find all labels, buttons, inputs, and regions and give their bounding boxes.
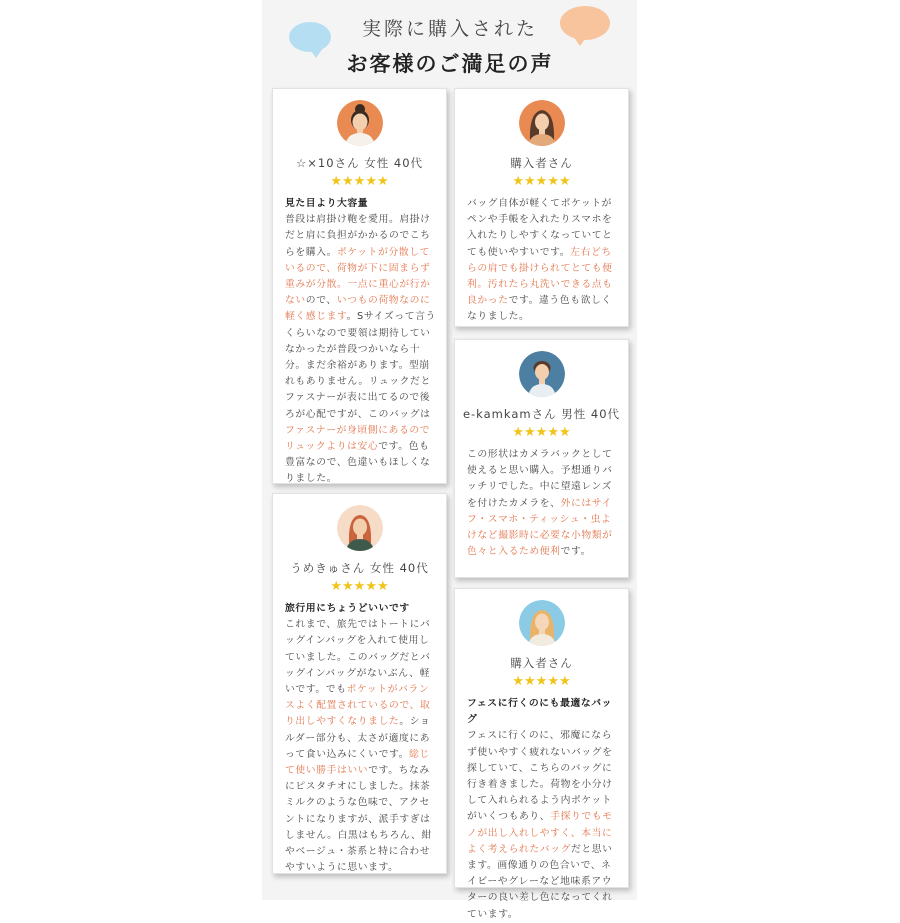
- review-text: 。Sサイズって言うくらいなので要領は期待していなかったが普段つかいなら十分。まだ余裕があります。型崩れもありません。リュックだとファスナーが表に出てるので後ろが心配ですが、このバッグは: [285, 311, 436, 420]
- review-text: フェスに行くのに、邪魔にならず使いやすく疲れないバッグを探していて、こちらのバッグに行き着きました。荷物を小分けして入れられるよう内ポケットがいくつもあり、: [467, 730, 613, 823]
- review-body: [467, 447, 618, 560]
- review-title: 旅行用にちょうどいいです: [285, 603, 410, 614]
- review-highlight: 総じて使い勝手はいい: [285, 748, 430, 777]
- header-title: お客様のご満足の声: [346, 52, 554, 76]
- review-card: [454, 588, 629, 920]
- review-highlight: いつもの荷物なのに軽く感じます: [285, 295, 431, 323]
- reviewer-name: 購入者さん: [510, 656, 573, 670]
- review-card: [272, 493, 447, 874]
- review-card: [272, 88, 447, 484]
- review-text: 普段は肩掛け鞄を愛用。肩掛けだと肩に負担がかかるのでこちらを購入。: [285, 214, 431, 258]
- woman-red-hair-avatar-icon: [337, 505, 383, 551]
- review-text: です。: [560, 546, 591, 558]
- review-body: [467, 696, 618, 923]
- woman-bun-avatar-icon: [337, 100, 383, 146]
- review-text: だと思います。画像通りの色合いで、ネイビーやグレーなど地味系アウターの良い差し色になってくれています。: [467, 843, 613, 920]
- reviewer-name: 購入者さん: [510, 156, 573, 170]
- reviewer-name: ☆×10さん 女性 40代: [295, 156, 424, 170]
- reviewer-name: うめきゅさん 女性 40代: [290, 561, 429, 575]
- man-avatar-icon: [519, 351, 565, 397]
- reviewer-name: e-kamkamさん 男性 40代: [462, 407, 621, 421]
- review-body: [285, 601, 436, 876]
- review-body: [285, 196, 436, 488]
- star-rating: ★★★★★: [512, 174, 571, 189]
- review-highlight: 左右どちらの肩でも掛けられてとても便利。汚れたら丸洗いできる点も良かった: [467, 246, 613, 307]
- review-text: バッグ自体が軽くてポケットがペンや手帳を入れたりスマホを入れたりしやすくなっていてとても使いやすいです。: [467, 198, 613, 258]
- review-highlight: 手探りでもモノが出し入れしやすく、本当によく考えられたバッグ: [467, 811, 613, 855]
- review-highlight: ファスナーが身頃側にあるのでリュックよりは安心: [285, 424, 431, 453]
- review-card: [454, 339, 629, 578]
- review-title: フェスに行くのにも最適なバッグ: [467, 698, 613, 726]
- star-rating: ★★★★★: [330, 579, 389, 594]
- review-text: この形状はカメラバックとして使えると思い購入。予想通りバッチリでした。中に望遠レンズを付けたカメラを、: [467, 449, 613, 509]
- header-subtitle: 実際に購入された: [361, 18, 538, 40]
- woman-blonde-avatar-icon: [519, 600, 565, 646]
- review-highlight: ポケットがバランスよく配置されているので、取り出しやすくなりました: [285, 684, 431, 728]
- review-highlight: ポケットが分散しているので、荷物が下に固まらず重みが分散。一点に重心が行かない: [285, 246, 431, 307]
- review-text: です。ちなみにピスタチオにしました。抹茶ミルクのような色味で、アクセントになりますが、派手すぎはしません。白黒はもちろん、紺やベージュ・茶系と特に合わせやすいように思います。: [285, 765, 432, 874]
- star-rating: ★★★★★: [512, 674, 571, 689]
- star-rating: ★★★★★: [512, 425, 571, 440]
- review-text: これまで、旅先ではトートにバッグインバッグを入れて使用していました。このバッグだとバッグインバッグがないぶん、軽いです。でも: [285, 619, 431, 696]
- review-text: 。ショルダー部分も、太さが適度にあって食い込みにくいです。: [285, 716, 431, 760]
- review-text: ので、: [305, 295, 337, 307]
- review-text: です。色も豊富なので、色違いもほしくなりました。: [285, 441, 431, 485]
- review-card: [454, 88, 629, 327]
- review-highlight: 外にはサイフ・スマホ・ティッシュ・虫よけなど撮影時に必要な小物類が色々と入るため便利: [467, 497, 613, 558]
- woman-long-hair-avatar-icon: [519, 100, 565, 146]
- star-rating: ★★★★★: [330, 174, 389, 189]
- review-text: です。違う色も欲しくなりました。: [467, 295, 612, 323]
- review-body: [467, 196, 618, 326]
- review-title: 見た目より大容量: [285, 198, 369, 209]
